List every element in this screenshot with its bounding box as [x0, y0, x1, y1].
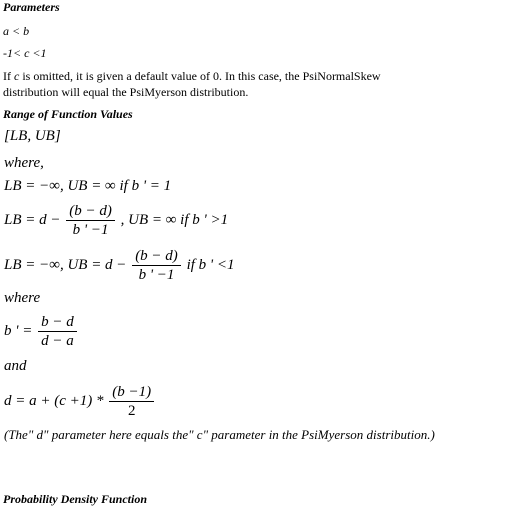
- case3-denominator: b ' −1: [138, 267, 175, 283]
- case2-rhs: , UB = ∞ if b ' >1: [120, 211, 229, 228]
- d-definition: [4, 383, 156, 420]
- pdf-heading: Probability Density Function: [3, 492, 148, 506]
- note-variable: c: [14, 69, 20, 83]
- parameter-condition-c: -1< c <1: [3, 46, 47, 60]
- parameter-condition-ab: a < b: [3, 24, 30, 38]
- d-fraction: [109, 383, 154, 420]
- range-case-3: [4, 247, 234, 284]
- case3-lhs: LB = −∞, UB = d −: [4, 256, 127, 273]
- d-numerator: (b −1): [109, 383, 154, 402]
- note-suffix: is omitted, it is given a default value of 0. In this case, the PsiNormalSkew: [19, 69, 381, 83]
- range-case-2: [4, 202, 228, 239]
- case3-fraction: [132, 247, 181, 284]
- note-prefix: If: [3, 69, 14, 83]
- d-lhs: d = a + (c +1) *: [4, 392, 104, 409]
- d-denominator: 2: [127, 403, 136, 419]
- parameter-note-line2: distribution will equal the PsiMyerson distribution.: [3, 85, 249, 99]
- and-label: and: [4, 358, 27, 374]
- d-parameter-note: (The" d" parameter here equals the" c" parameter in the PsiMyerson distribution.): [4, 427, 435, 442]
- bprime-denominator: d − a: [41, 333, 74, 349]
- bprime-definition: [4, 313, 79, 350]
- range-case-1: LB = −∞, UB = ∞ if b ' = 1: [4, 178, 172, 194]
- case2-numerator: (b − d): [66, 202, 115, 221]
- bprime-fraction: [38, 313, 77, 350]
- parameters-heading: Parameters: [3, 0, 60, 14]
- range-interval: [LB, UB]: [4, 128, 61, 144]
- case2-fraction: [66, 202, 115, 239]
- case2-lhs: LB = d −: [4, 211, 61, 228]
- bprime-lhs: b ' =: [4, 322, 33, 339]
- case3-numerator: (b − d): [132, 247, 181, 266]
- range-heading: Range of Function Values: [3, 107, 133, 121]
- where-label-2: where: [4, 290, 41, 306]
- parameter-note-line1: [3, 69, 381, 83]
- case3-rhs: if b ' <1: [186, 256, 235, 273]
- bprime-numerator: b − d: [38, 313, 77, 332]
- where-label: where,: [4, 155, 44, 171]
- case2-denominator: b ' −1: [72, 222, 109, 238]
